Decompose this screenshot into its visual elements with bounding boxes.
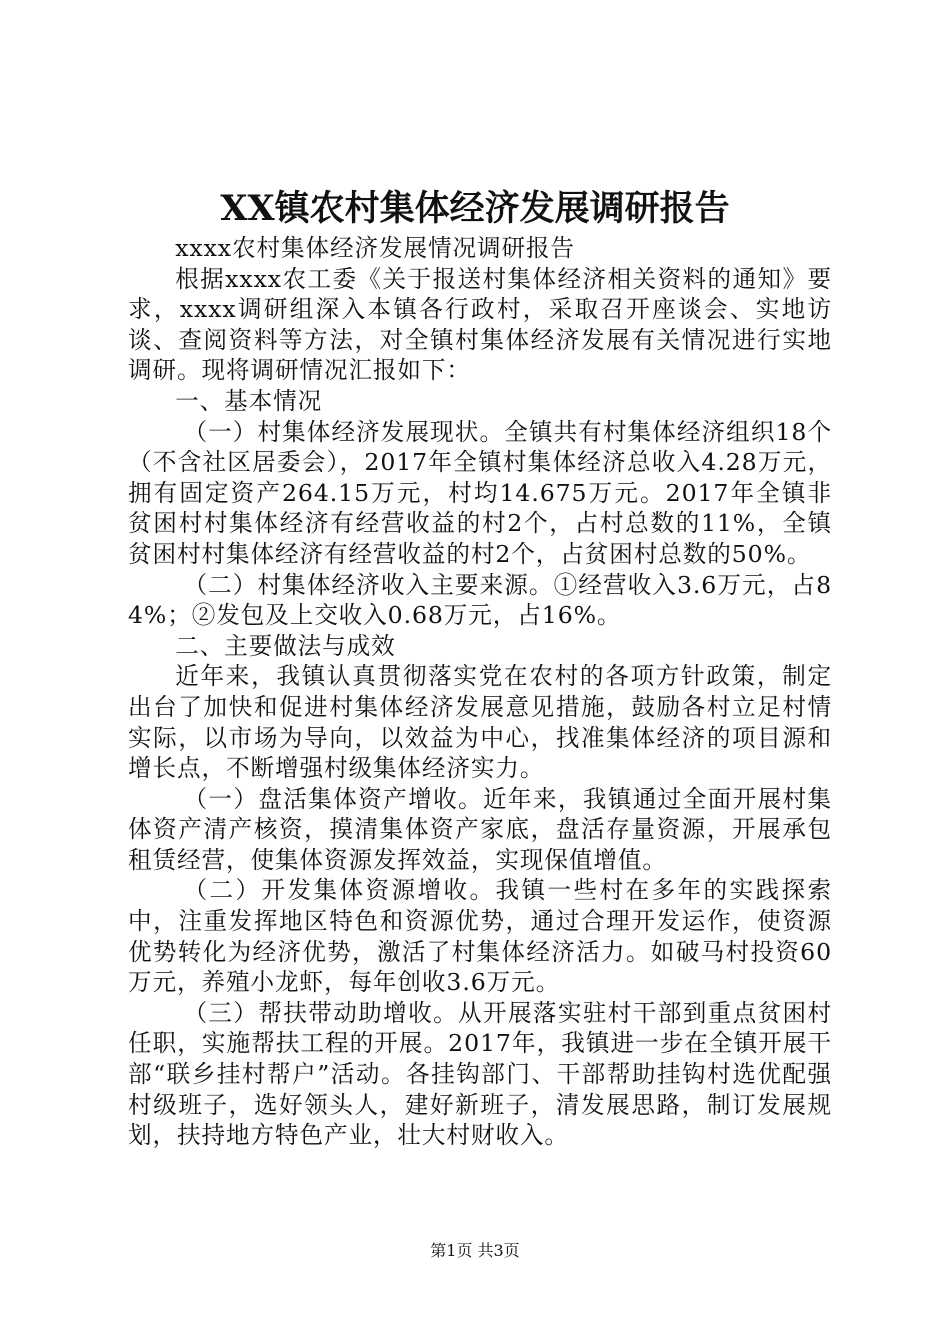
section-heading-basic-situation: 一、基本情况: [175, 386, 323, 415]
report-subtitle: xxxx农村集体经济发展情况调研报告: [175, 234, 575, 262]
page-number-footer: 第1页 共3页: [430, 1241, 520, 1260]
paragraph-income-sources: （二）村集体经济收入主要来源。①经营收入3.6万元，占84%；②发包及上交收入0.68万元，占16%。: [128, 570, 832, 630]
document-title: XX镇农村集体经济发展调研报告: [220, 188, 730, 229]
intro-paragraph: 根据xxxx农工委《关于报送村集体经济相关资料的通知》要求，xxxx调研组深入本镇各行政村，采取召开座谈会、实地访谈、查阅资料等方法，对全镇村集体经济发展有关情况进行实地调研。现将调研情况汇报如下：: [128, 264, 832, 385]
paragraph-develop-resources: （二）开发集体资源增收。我镇一些村在多年的实践探索中，注重发挥地区特色和资源优势，通过合理开发运作，使资源优势转化为经济优势，激活了村集体经济活力。如破马村投资60万元，养殖小龙虾，每年创收3.6万元。: [128, 876, 832, 997]
paragraph-revitalize-assets: （一）盘活集体资产增收。近年来，我镇通过全面开展村集体资产清产核资，摸清集体资产家底，盘活存量资源，开展承包租赁经营，使集体资源发挥效益，实现保值增值。: [128, 784, 832, 874]
paragraph-assistance: （三）帮扶带动助增收。从开展落实驻村干部到重点贫困村任职，实施帮扶工程的开展。2017年，我镇进一步在全镇开展干部“联乡挂村帮户”活动。各挂钩部门、干部帮助挂钩村选优配强村级班子，选好领头人，建好新班子，清发展思路，制订发展规划，扶持地方特色产业，壮大村财收入。: [128, 998, 832, 1150]
paragraph-recent-years: 近年来，我镇认真贯彻落实党在农村的各项方针政策，制定出台了加快和促进村集体经济发展意见措施，鼓励各村立足村情实际，以市场为导向，以效益为中心，找准集体经济的项目源和增长点，不断增强村级集体经济实力。: [128, 662, 832, 783]
paragraph-current-status: （一）村集体经济发展现状。全镇共有村集体经济组织18个（不含社区居委会），2017年全镇村集体经济总收入4.28万元，拥有固定资产264.15万元，村均14.675万元。2017年全镇非贫困村村集体经济有经营收益的村2个，占村总数的11%，全镇贫困村村集体经济有经营收益的村2个，占贫困村总数的50%。: [128, 417, 832, 568]
document-body: [128, 233, 832, 1151]
section-heading-practices: 二、主要做法与成效: [175, 631, 396, 660]
